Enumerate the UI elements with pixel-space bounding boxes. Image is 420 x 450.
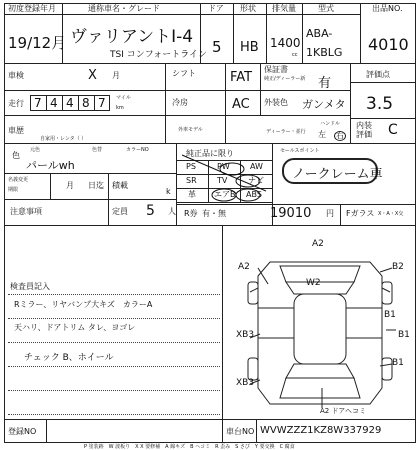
displacement-label: 排気量 — [272, 4, 296, 13]
inspector-line-1: Rミラー、リヤバンプ大キズ カラーA — [14, 300, 153, 309]
displacement-unit: cc — [292, 52, 298, 58]
deadline-label: 期限 — [8, 187, 19, 193]
prev-model-label: 外車モデル — [178, 127, 203, 133]
aircon-value: AC — [232, 97, 250, 112]
equip-abs: ABS — [246, 190, 262, 199]
load-unit: k — [166, 187, 171, 196]
shaken-month-label: 月 — [112, 71, 120, 80]
reg-no-label: 登録NO — [8, 427, 37, 436]
equip-tv: TV — [217, 176, 228, 185]
equip-leather: 革 — [188, 190, 196, 199]
mark-roof-w2: W2 — [306, 278, 321, 288]
load-label: 積載 — [112, 181, 128, 190]
model-value: ABA-1KBLG — [306, 27, 343, 59]
inspector-line-2: 天ハリ、ドアトリム タレ、ヨゴレ — [14, 323, 136, 332]
handle-value: 左 — [318, 130, 326, 139]
lot-label: 出品NO. — [372, 4, 403, 13]
mileage-unit-mile: マイル — [116, 95, 131, 101]
car-damage-diagram — [230, 238, 408, 418]
damage-legend: P 塗装跡 W 波板り X X 要修補 A 線キズ B ヘコミ R 歪み S さび Y 要交換 C 腐食 — [84, 444, 295, 450]
name-value: ヴァリアントI-4 — [70, 27, 194, 47]
mark-left-xb3-rear: XB3 — [236, 378, 255, 388]
name-label: 通称車名・グレード — [88, 4, 160, 13]
orig-color-label: 元色 — [30, 147, 41, 153]
mark-rear-a2: A2 ドアヘコミ — [320, 407, 366, 415]
warranty-value: 有 — [318, 76, 332, 91]
capacity-label: 定員 — [112, 207, 128, 216]
notes-label: 注意事項 — [10, 207, 42, 216]
equip-navi: ナビ — [248, 176, 264, 185]
dealer-label: ディーラー・並行 — [266, 129, 306, 135]
shaken-label: 車検 — [8, 71, 24, 80]
recycle-value: 19010 — [270, 206, 312, 221]
first-reg-value: 19/12月 — [8, 34, 67, 52]
handle-circled: 右 — [336, 131, 344, 140]
shift-value: FAT — [230, 70, 253, 85]
mark-right-b2: B2 — [392, 262, 404, 272]
capacity-unit: 人 — [168, 207, 176, 216]
shape-value: HB — [240, 40, 259, 55]
mark-right-door-b1: B1 — [384, 310, 396, 320]
first-reg-label: 初度登録年月 — [8, 4, 56, 13]
deadline-month: 月 — [66, 181, 74, 190]
body-color-value: パールwh — [26, 159, 75, 172]
inspector-line-3: チェック B、ホイール — [24, 353, 114, 363]
aircon-label: 冷房 — [172, 98, 188, 107]
equip-aw: AW — [250, 162, 263, 171]
color-no-label: カラーNO — [126, 147, 149, 153]
grade-value: TSI コンフォートライン — [110, 50, 208, 60]
chassis-label: 車台NO — [226, 427, 255, 436]
mileage-label: 走行 — [8, 99, 24, 108]
genuine-label: 純正品に限り — [186, 149, 234, 158]
handle-label: ハンドル — [320, 121, 341, 127]
score-label: 評価点 — [366, 70, 390, 79]
recycle-label: R券 — [184, 209, 198, 218]
equip-ps: PS — [186, 162, 196, 171]
equip-airbag: エアB — [214, 190, 236, 199]
mileage-unit-km: km — [116, 105, 124, 111]
door-label: ドア — [208, 4, 224, 13]
regist-label: 名義変更 — [8, 177, 29, 183]
mark-left-a2: A2 — [238, 262, 250, 272]
interior-value: C — [388, 122, 398, 138]
mileage-digit-5: 7 — [98, 96, 106, 110]
body-color-label: 色 — [12, 151, 20, 160]
deadline-date: 日迄 — [88, 181, 104, 190]
recycle-yen: 円 — [326, 209, 334, 218]
mark-left-xb3-front: XB3 — [236, 330, 255, 340]
fgas-label: Fガラス — [346, 209, 375, 218]
usage-label: 車歴 — [8, 126, 24, 135]
interior-label: 内装 — [356, 121, 372, 130]
usage-options: 自家用・レンタ（ ） — [40, 136, 87, 142]
equip-sr: SR — [186, 176, 197, 185]
shape-label: 形状 — [240, 4, 256, 13]
capacity-value: 5 — [146, 203, 155, 219]
color-label: 外装色 — [264, 98, 288, 107]
mileage-digit-4: 8 — [82, 96, 90, 110]
displacement-value: 1400 — [270, 36, 301, 50]
equip-marks — [176, 143, 272, 203]
mileage-digit-1: 7 — [34, 96, 42, 110]
shift-label: シフト — [172, 69, 196, 78]
door-value: 5 — [212, 38, 222, 56]
selling-point-label: セールスポイント — [280, 148, 320, 154]
recycle-options: 有・無 — [202, 209, 226, 218]
mark-rear-b1: B1 — [392, 358, 404, 368]
color-value: ガンメタ — [302, 98, 346, 111]
mileage-digit-3: 4 — [66, 96, 74, 110]
mark-front-a2: A2 — [312, 239, 324, 249]
paint-label: 色替 — [92, 147, 103, 153]
selling-point-value: ノークレーム車 — [292, 167, 383, 182]
interior-sub: 評価 — [356, 130, 372, 139]
warranty-label: 保証書 — [264, 65, 288, 74]
mileage-digit-2: 4 — [50, 96, 58, 110]
shaken-value: X — [88, 68, 97, 83]
model-label: 型式 — [318, 4, 334, 13]
fgas-options: X・A・X交 — [378, 211, 404, 217]
lot-value: 4010 — [368, 35, 409, 54]
equip-pw: PW — [217, 162, 230, 171]
warranty-sub: 純正/ディーラー新 — [264, 76, 306, 82]
inspector-label: 検査員記入 — [10, 282, 50, 291]
score-value: 3.5 — [366, 94, 394, 114]
mark-right-b1: B1 — [398, 330, 410, 340]
chassis-value: WVWZZZ1KZ8W337929 — [260, 425, 382, 436]
